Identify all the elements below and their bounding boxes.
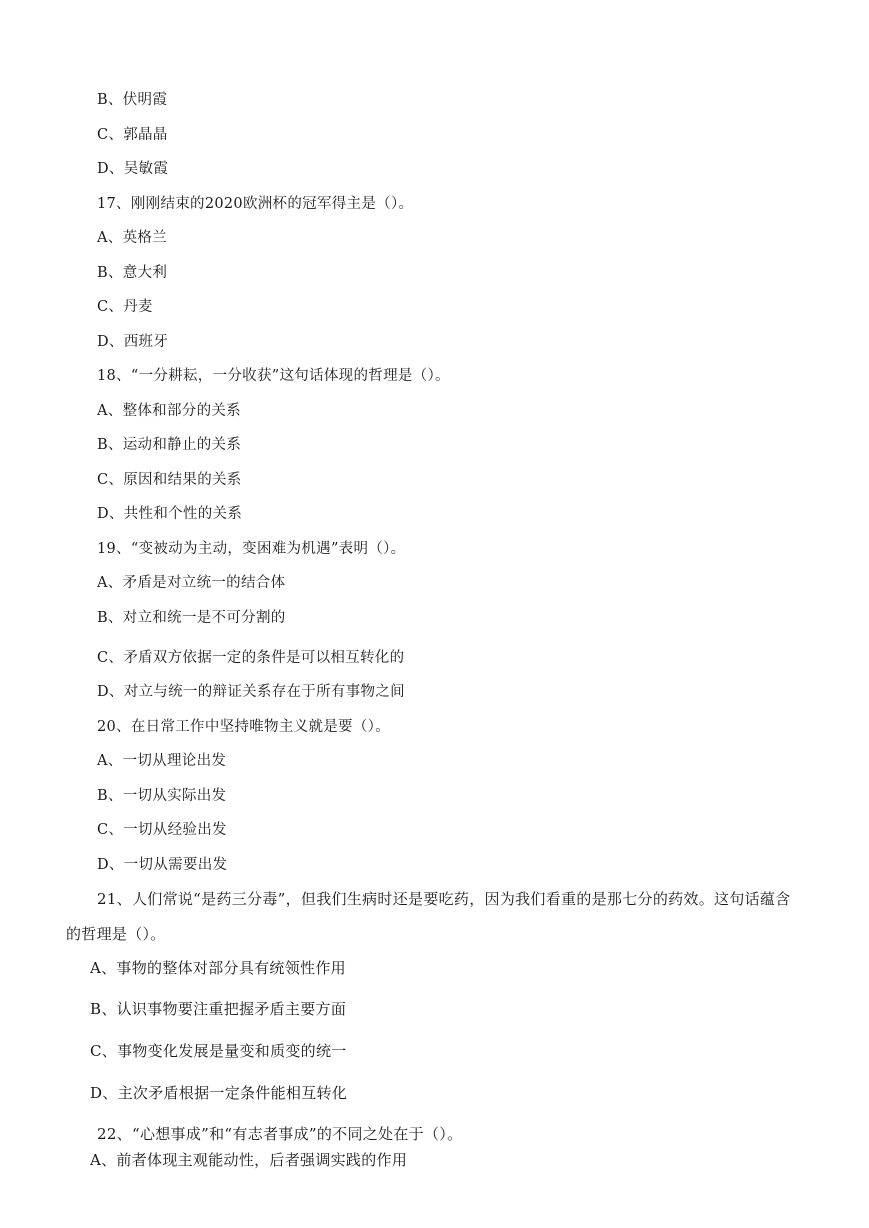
q16-option-c: C、郭晶晶 (97, 127, 168, 143)
q17-option-b: B、意大利 (97, 265, 168, 281)
q19-option-c: C、矛盾双方依据一定的条件是可以相互转化的 (97, 650, 405, 666)
q17-option-a: A、英格兰 (97, 230, 167, 246)
question-18: 18、“一分耕耘，一分收获”这句话体现的哲理是（）。 (97, 368, 450, 384)
q20-option-c: C、一切从经验出发 (97, 822, 227, 838)
q19-option-d: D、对立与统一的辩证关系存在于所有事物之间 (97, 684, 405, 700)
question-22: 22、“心想事成”和“有志者事成”的不同之处在于（）。 (97, 1125, 463, 1143)
q17-option-c: C、丹麦 (97, 299, 153, 315)
question-21-line-1: 21、人们常说“是药三分毒”，但我们生病时还是要吃药，因为我们看重的是那七分的药效。这句话蕴含 (97, 890, 791, 908)
q21-option-d: D、主次矛盾根据一定条件能相互转化 (90, 1084, 348, 1102)
q21-option-b: B、认识事物要注重把握矛盾主要方面 (90, 1000, 347, 1018)
question-21-line-2: 的哲理是（）。 (66, 925, 166, 943)
question-17: 17、刚刚结束的2020欧洲杯的冠军得主是（）。 (97, 196, 414, 212)
q21-option-a: A、事物的整体对部分具有统领性作用 (90, 959, 346, 977)
q20-option-d: D、一切从需要出发 (97, 857, 228, 873)
q17-option-d: D、西班牙 (97, 334, 169, 350)
question-19: 19、“变被动为主动，变困难为机遇”表明（）。 (97, 541, 406, 557)
q18-option-c: C、原因和结果的关系 (97, 472, 242, 488)
q19-option-a: A、矛盾是对立统一的结合体 (97, 575, 286, 591)
q20-option-b: B、一切从实际出发 (97, 788, 227, 804)
q22-option-a: A、前者体现主观能动性，后者强调实践的作用 (90, 1151, 408, 1169)
q18-option-a: A、整体和部分的关系 (97, 403, 241, 419)
q21-option-c: C、事物变化发展是量变和质变的统一 (90, 1042, 347, 1060)
q20-option-a: A、一切从理论出发 (97, 753, 227, 769)
q18-option-b: B、运动和静止的关系 (97, 437, 242, 453)
question-20: 20、在日常工作中坚持唯物主义就是要（）。 (97, 719, 390, 735)
q16-option-b: B、伏明霞 (97, 92, 168, 108)
q19-option-b: B、对立和统一是不可分割的 (97, 610, 286, 626)
q18-option-d: D、共性和个性的关系 (97, 506, 243, 522)
q16-option-d: D、吴敏霞 (97, 161, 169, 177)
